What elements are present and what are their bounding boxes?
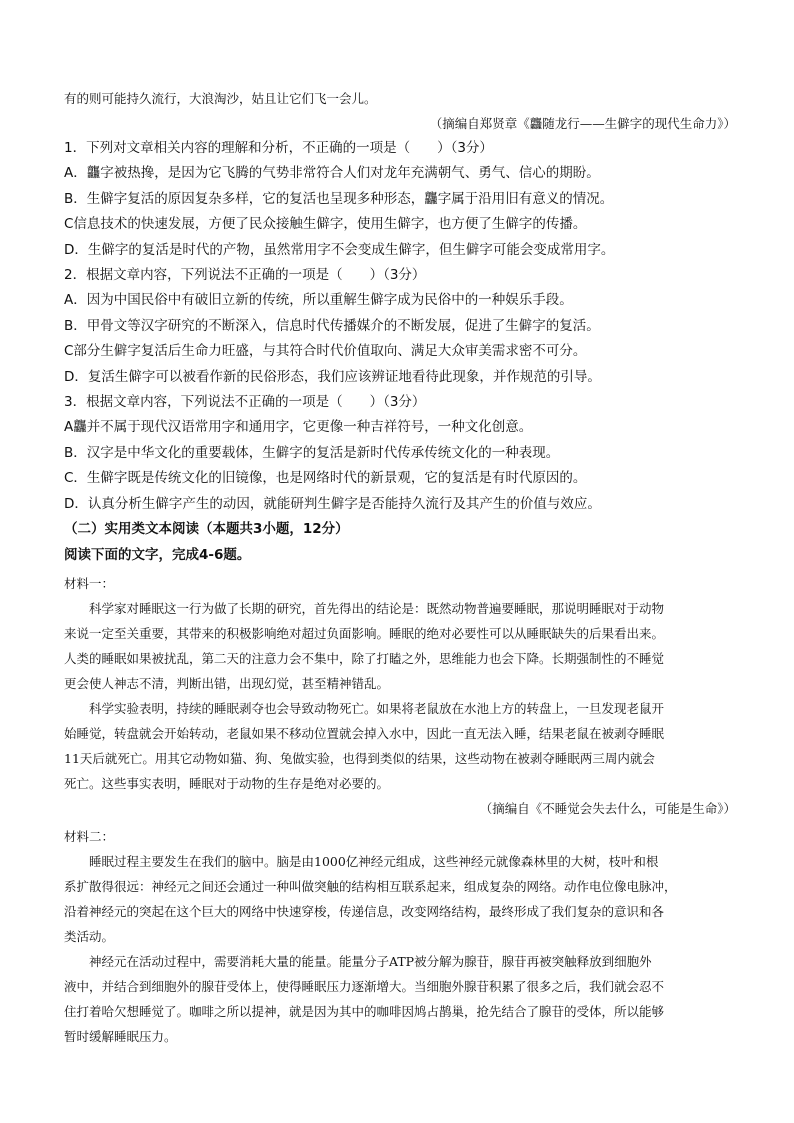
- paragraph-line: 神经元在活动过程中，需要消耗大量的能量。能量分子ATP被分解为腺苷，腺苷再被突触释放到细胞外: [89, 953, 652, 969]
- question-3: [64, 390, 736, 517]
- paragraph-line: 死亡。这些事实表明，睡眠对于动物的生存是绝对必要的。: [64, 775, 390, 791]
- paragraph-line: 液中，并结合到细胞外的腺苷受体上，使得睡眠压力逐渐增大。当细胞外腺苷积累了很多之后，我们就会忍不: [64, 978, 665, 994]
- paragraph-line: 系扩散得很远：神经元之间还会通过一种叫做突触的结构相互联系起来，组成复杂的网络。动作电位像电脉冲，: [64, 878, 677, 894]
- paragraph-line: 住打着哈欠想睡觉了。咖啡之所以提神，就是因为其中的咖啡因鸠占鹊巢，抢先结合了腺苷的受体，所以能够: [64, 1003, 665, 1019]
- paragraph-line: 始睡觉，转盘就会开始转动，老鼠如果不移动位置就会掉入水中，因此一直无法入睡，结果老鼠在被剥夺睡眠: [64, 725, 665, 741]
- question-stem: 3．根据文章内容，下列说法不正确的一项是（ ）（3分）: [64, 394, 426, 411]
- paragraph-line: 11天后就死亡。用其它动物如猫、狗、兔做实验，也得到类似的结果，这些动物在被剥夺睡眠两三周内就会: [64, 750, 655, 766]
- question-option: B．甲骨文等汉字研究的不断深入，信息时代传播媒介的不断发展，促进了生僻字的复活。: [64, 317, 600, 334]
- paragraph-line: 睡眠过程主要发生在我们的脑中。脑是由1000亿神经元组成，这些神经元就像森林里的大树，枝叶和根: [89, 853, 659, 869]
- question-option: D．复活生僻字可以被看作新的民俗形态，我们应该辨证地看待此现象，并作规范的引导。: [64, 368, 601, 385]
- paragraph-line: 暂时缓解睡眠压力。: [64, 1028, 177, 1044]
- question-1: [64, 136, 736, 263]
- material-label: 材料一：: [64, 575, 115, 591]
- section-heading: （二）实用类文本阅读（本题共3小题，12分）: [64, 521, 349, 538]
- question-option: D．认真分析生僻字产生的动因，就能研判生僻字是否能持久流行及其产生的价值与效应。: [64, 495, 601, 512]
- paragraph-line: 科学实验表明，持续的睡眠剥夺也会导致动物死亡。如果将老鼠放在水池上方的转盘上，一旦发现老鼠开: [89, 700, 665, 716]
- question-option: C部分生僻字复活后生命力旺盛，与其符合时代价值取向、满足大众审美需求密不可分。: [64, 343, 587, 360]
- material-1: [64, 571, 736, 821]
- question-2: [64, 263, 736, 390]
- question-option: D．生僻字的复活是时代的产物，虽然常用字不会变成生僻字，但生僻字可能会变成常用字。: [64, 241, 615, 258]
- question-option: A龘并不属于现代汉语常用字和通用字，它更像一种吉祥符号，一种文化创意。: [64, 419, 533, 436]
- paragraph-line: 科学家对睡眠这一行为做了长期的研究，首先得出的结论是：既然动物普遍要睡眠，那说明睡眠对于动物: [89, 600, 665, 616]
- question-option: B．生僻字复活的原因复杂多样，它的复活也呈现多种形态，龘字属于沿用旧有意义的情况。: [64, 190, 614, 207]
- material-source: （摘编自《不睡觉会失去什么，可能是生命》）: [479, 800, 736, 816]
- passage-tail: 有的则可能持久流行，大浪淘沙，姑且让它们飞一会儿。: [64, 91, 377, 106]
- paragraph-line: 人类的睡眠如果被扰乱，第二天的注意力会不集中，除了打瞌之外，思维能力也会下降。长期强制性的不睡觉: [64, 650, 665, 666]
- page-content: [64, 86, 736, 1049]
- question-stem: 2．根据文章内容，下列说法不正确的一项是（ ）（3分）: [64, 267, 426, 284]
- question-option: C信息技术的快速发展，方便了民众接触生僻字，使用生僻字，也方便了生僻字的传播。: [64, 216, 587, 233]
- question-option: A．龘字被热搀，是因为它飞腾的气势非常符合人们对龙年充满朝气、勇气、信心的期盼。: [64, 165, 600, 182]
- question-option: A．因为中国民俗中有破旧立新的传统，所以重解生僻字成为民俗中的一种娱乐手段。: [64, 292, 573, 309]
- question-stem: 1．下列对文章相关内容的理解和分析，不正确的一项是（ ）（3分）: [64, 140, 493, 156]
- question-option: B．汉字是中华文化的重要载体，生僻字的复活是新时代传承传统文化的一种表现。: [64, 444, 560, 461]
- passage-source: （摘编自郑贤章《龘随龙行——生僻字的现代生命力》）: [429, 116, 736, 131]
- paragraph-line: 来说一定至关重要，其带来的积极影响绝对超过负面影响。睡眠的绝对必要性可以从睡眠缺失的后果看出来。: [64, 625, 665, 641]
- paragraph-line: 沿着神经元的突起在这个巨大的网络中快速穿梭，传递信息，改变网络结构，最终形成了我们复杂的意识和各: [64, 903, 665, 919]
- material-label: 材料二：: [64, 828, 115, 844]
- paragraph-line: 类活动。: [64, 928, 115, 944]
- question-option: C．生僻字既是传统文化的旧镜像，也是网络时代的新景观，它的复活是有时代原因的。: [64, 470, 587, 487]
- material-2: [64, 824, 736, 1049]
- instruction-text: 阅读下面的文字，完成4-6题。: [64, 546, 251, 563]
- paragraph-line: 更会使人神志不清，判断出错，出现幻觉，甚至精神错乱。: [64, 675, 390, 691]
